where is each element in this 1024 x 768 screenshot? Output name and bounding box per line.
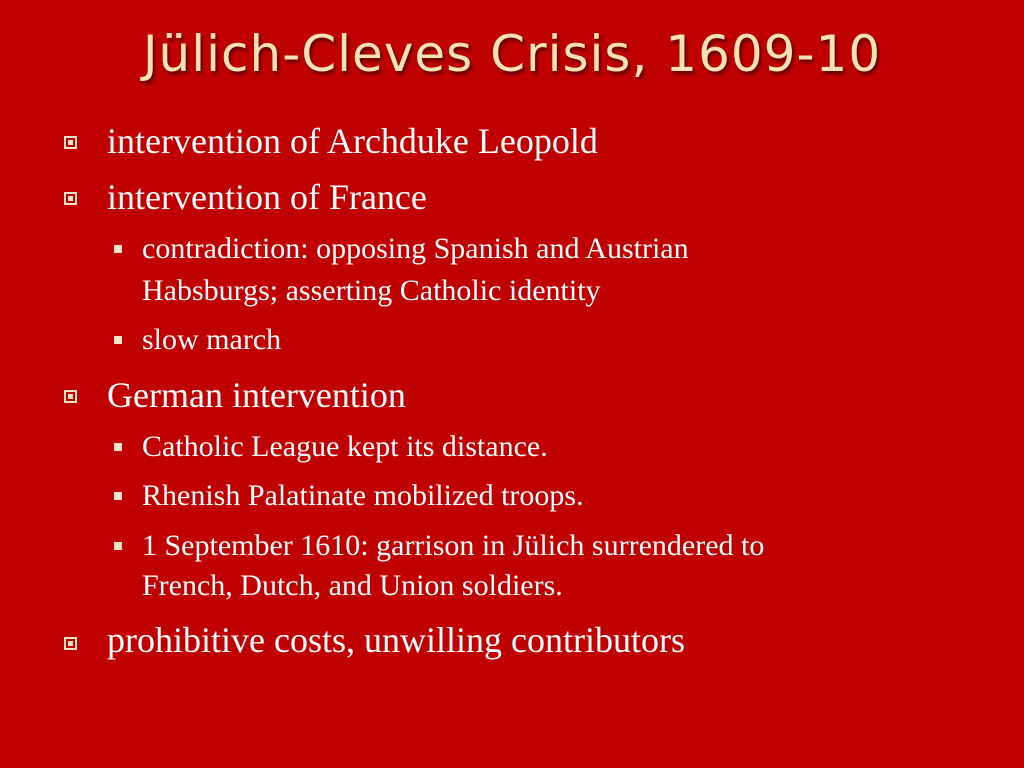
sub-bullet-item: contradiction: opposing Spanish and Austrian (142, 232, 689, 265)
sub-bullet-item: 1 September 1610: garrison in Jülich surrendered to (142, 529, 765, 562)
filled-square-bullet-icon (114, 336, 122, 344)
bullet-item: intervention of Archduke Leopold (107, 121, 598, 161)
filled-square-bullet-icon (114, 492, 122, 500)
sub-bullet-item-continuation: French, Dutch, and Union soldiers. (142, 569, 563, 602)
sub-bullet-item: Rhenish Palatinate mobilized troops. (142, 479, 584, 512)
hollow-square-bullet-icon (64, 136, 77, 149)
hollow-square-bullet-icon (64, 637, 77, 650)
bullet-item: intervention of France (107, 177, 427, 217)
sub-bullet-item-continuation: Habsburgs; asserting Catholic identity (142, 274, 601, 307)
sub-bullet-item: slow march (142, 323, 282, 356)
bullet-item: German intervention (107, 375, 406, 415)
filled-square-bullet-icon (114, 542, 122, 550)
sub-bullet-item: Catholic League kept its distance. (142, 430, 548, 463)
hollow-square-bullet-icon (64, 390, 77, 403)
filled-square-bullet-icon (114, 245, 122, 253)
filled-square-bullet-icon (114, 443, 122, 451)
bullet-item: prohibitive costs, unwilling contributors (107, 620, 685, 660)
slide-title: Jülich-Cleves Crisis, 1609-10 (142, 25, 882, 83)
hollow-square-bullet-icon (64, 192, 77, 205)
